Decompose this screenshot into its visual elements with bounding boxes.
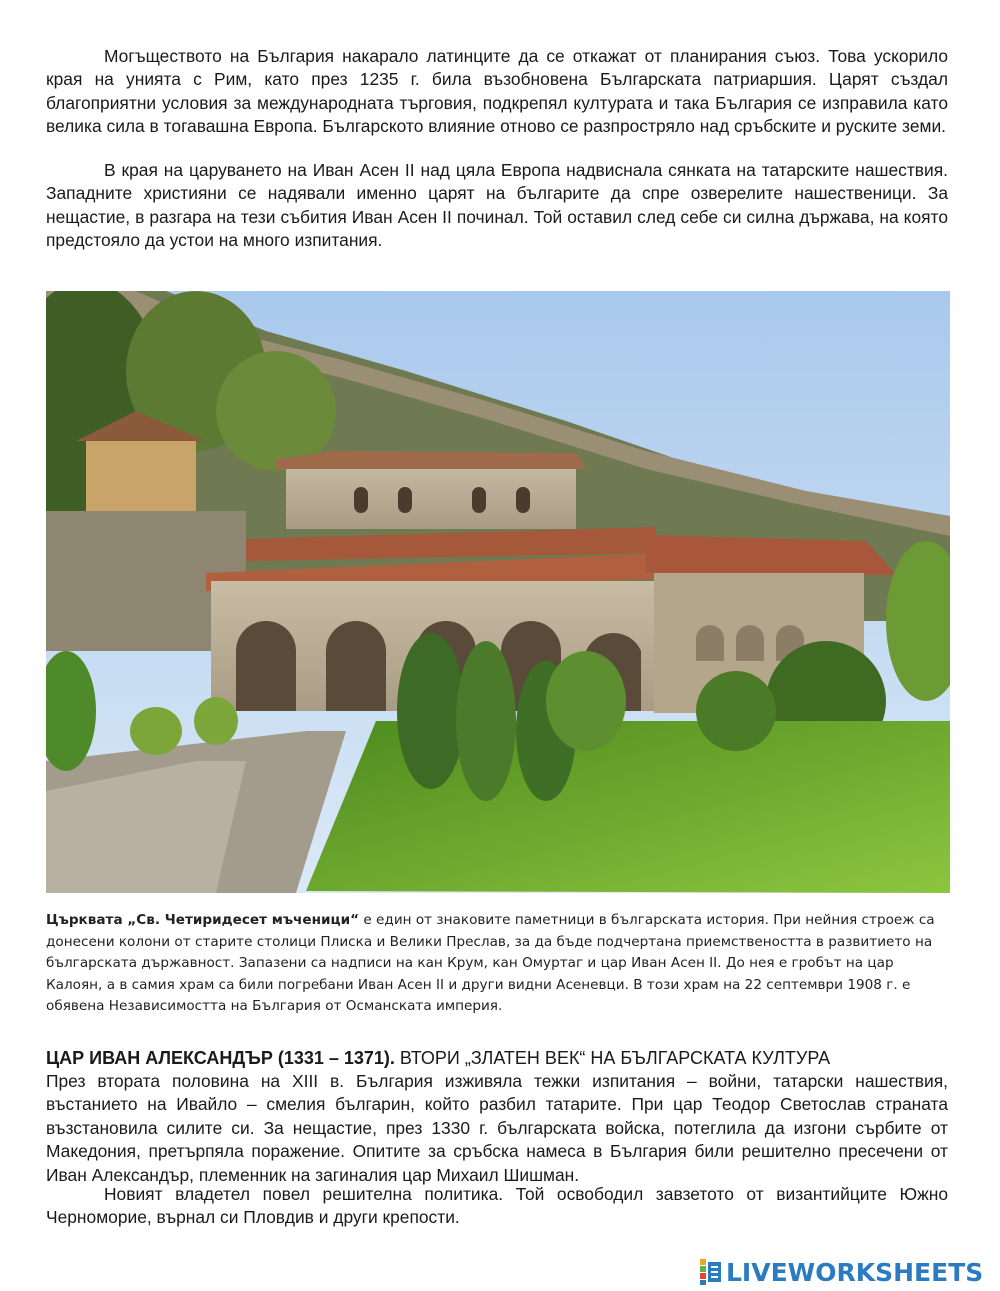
liveworksheets-logo-text: LIVEWORKSHEETS [726,1257,984,1287]
paragraph-4: Новият владетел повел решителна политика. Той освободил завзетото от византийците Южно Черноморие, върнал си Пловдив и други крепости. [46,1184,948,1228]
caption-title: Църквата „Св. Четиридесет мъченици“ [46,912,360,928]
caption-text: е един от знаковите паметници в българската история. При нейния строеж са донесени колони от старите столици Плиска и Велики Преслав, за да бъде подчертана приемствеността в развитието на българската държавност. Запазени са надписи на кан Крум, кан Омуртаг и цар Иван Асен II. До нея е гробът на цар Калоян, а в самия храм са били погребани Иван Асен II и други видни Асеневци. В този храм на 22 септември 1908 г. е обявена Независимостта на България от Османската империя. [46,912,935,1015]
paragraph-2: В края на царуването на Иван Асен II над цяла Европа надвиснала сянката на татарските нашествия. Западните християни се надявали именно царят на българите да спре озверелите нашественици. За нещастие, в разгара на тези събития Иван Асен II починал. Той оставил след себе си силна държава, на която предстояло да устои на много изпитания. [46,160,948,251]
liveworksheets-logo [700,1256,996,1288]
paragraph-3: През втората половина на XIII в. България изживяла тежки изпитания – войни, татарски нашествия, въстанието на Ивайло – смелия българин, който разбил татарите. При цар Теодор Светослав страната възстановила силите си. За нещастие, през 1330 г. българската войска, потеглила да изгони сърбите от Македония, претърпяла поражение. Опитите за сръбска намеса в България били решително пресечени от Иван Александър, племенник на загиналия цар Михаил Шишман. [46,1071,948,1185]
liveworksheets-logo-icon [700,1259,722,1285]
photo-caption [46,910,950,1018]
section-heading-normal: ВТОРИ „ЗЛАТЕН ВЕК“ НА БЪЛГАРСКАТА КУЛТУРА [394,1048,831,1068]
section-heading-bold: ЦАР ИВАН АЛЕКСАНДЪР (1331 – 1371). [46,1048,395,1068]
church-photo [46,291,950,893]
paragraph-1: Могъществото на България накарало латинците да се откажат от планирания съюз. Това ускорило края на унията с Рим, като през 1235 г. била възобновена Българската патриаршия. Царят създал благоприятни условия за международната търговия, подкрепял културата и така България се изправила като велика сила в тогавашна Европа. Българското влияние отново се разпростряло над сръбските и руските земи. [46,46,948,137]
section-heading [46,1047,966,1070]
